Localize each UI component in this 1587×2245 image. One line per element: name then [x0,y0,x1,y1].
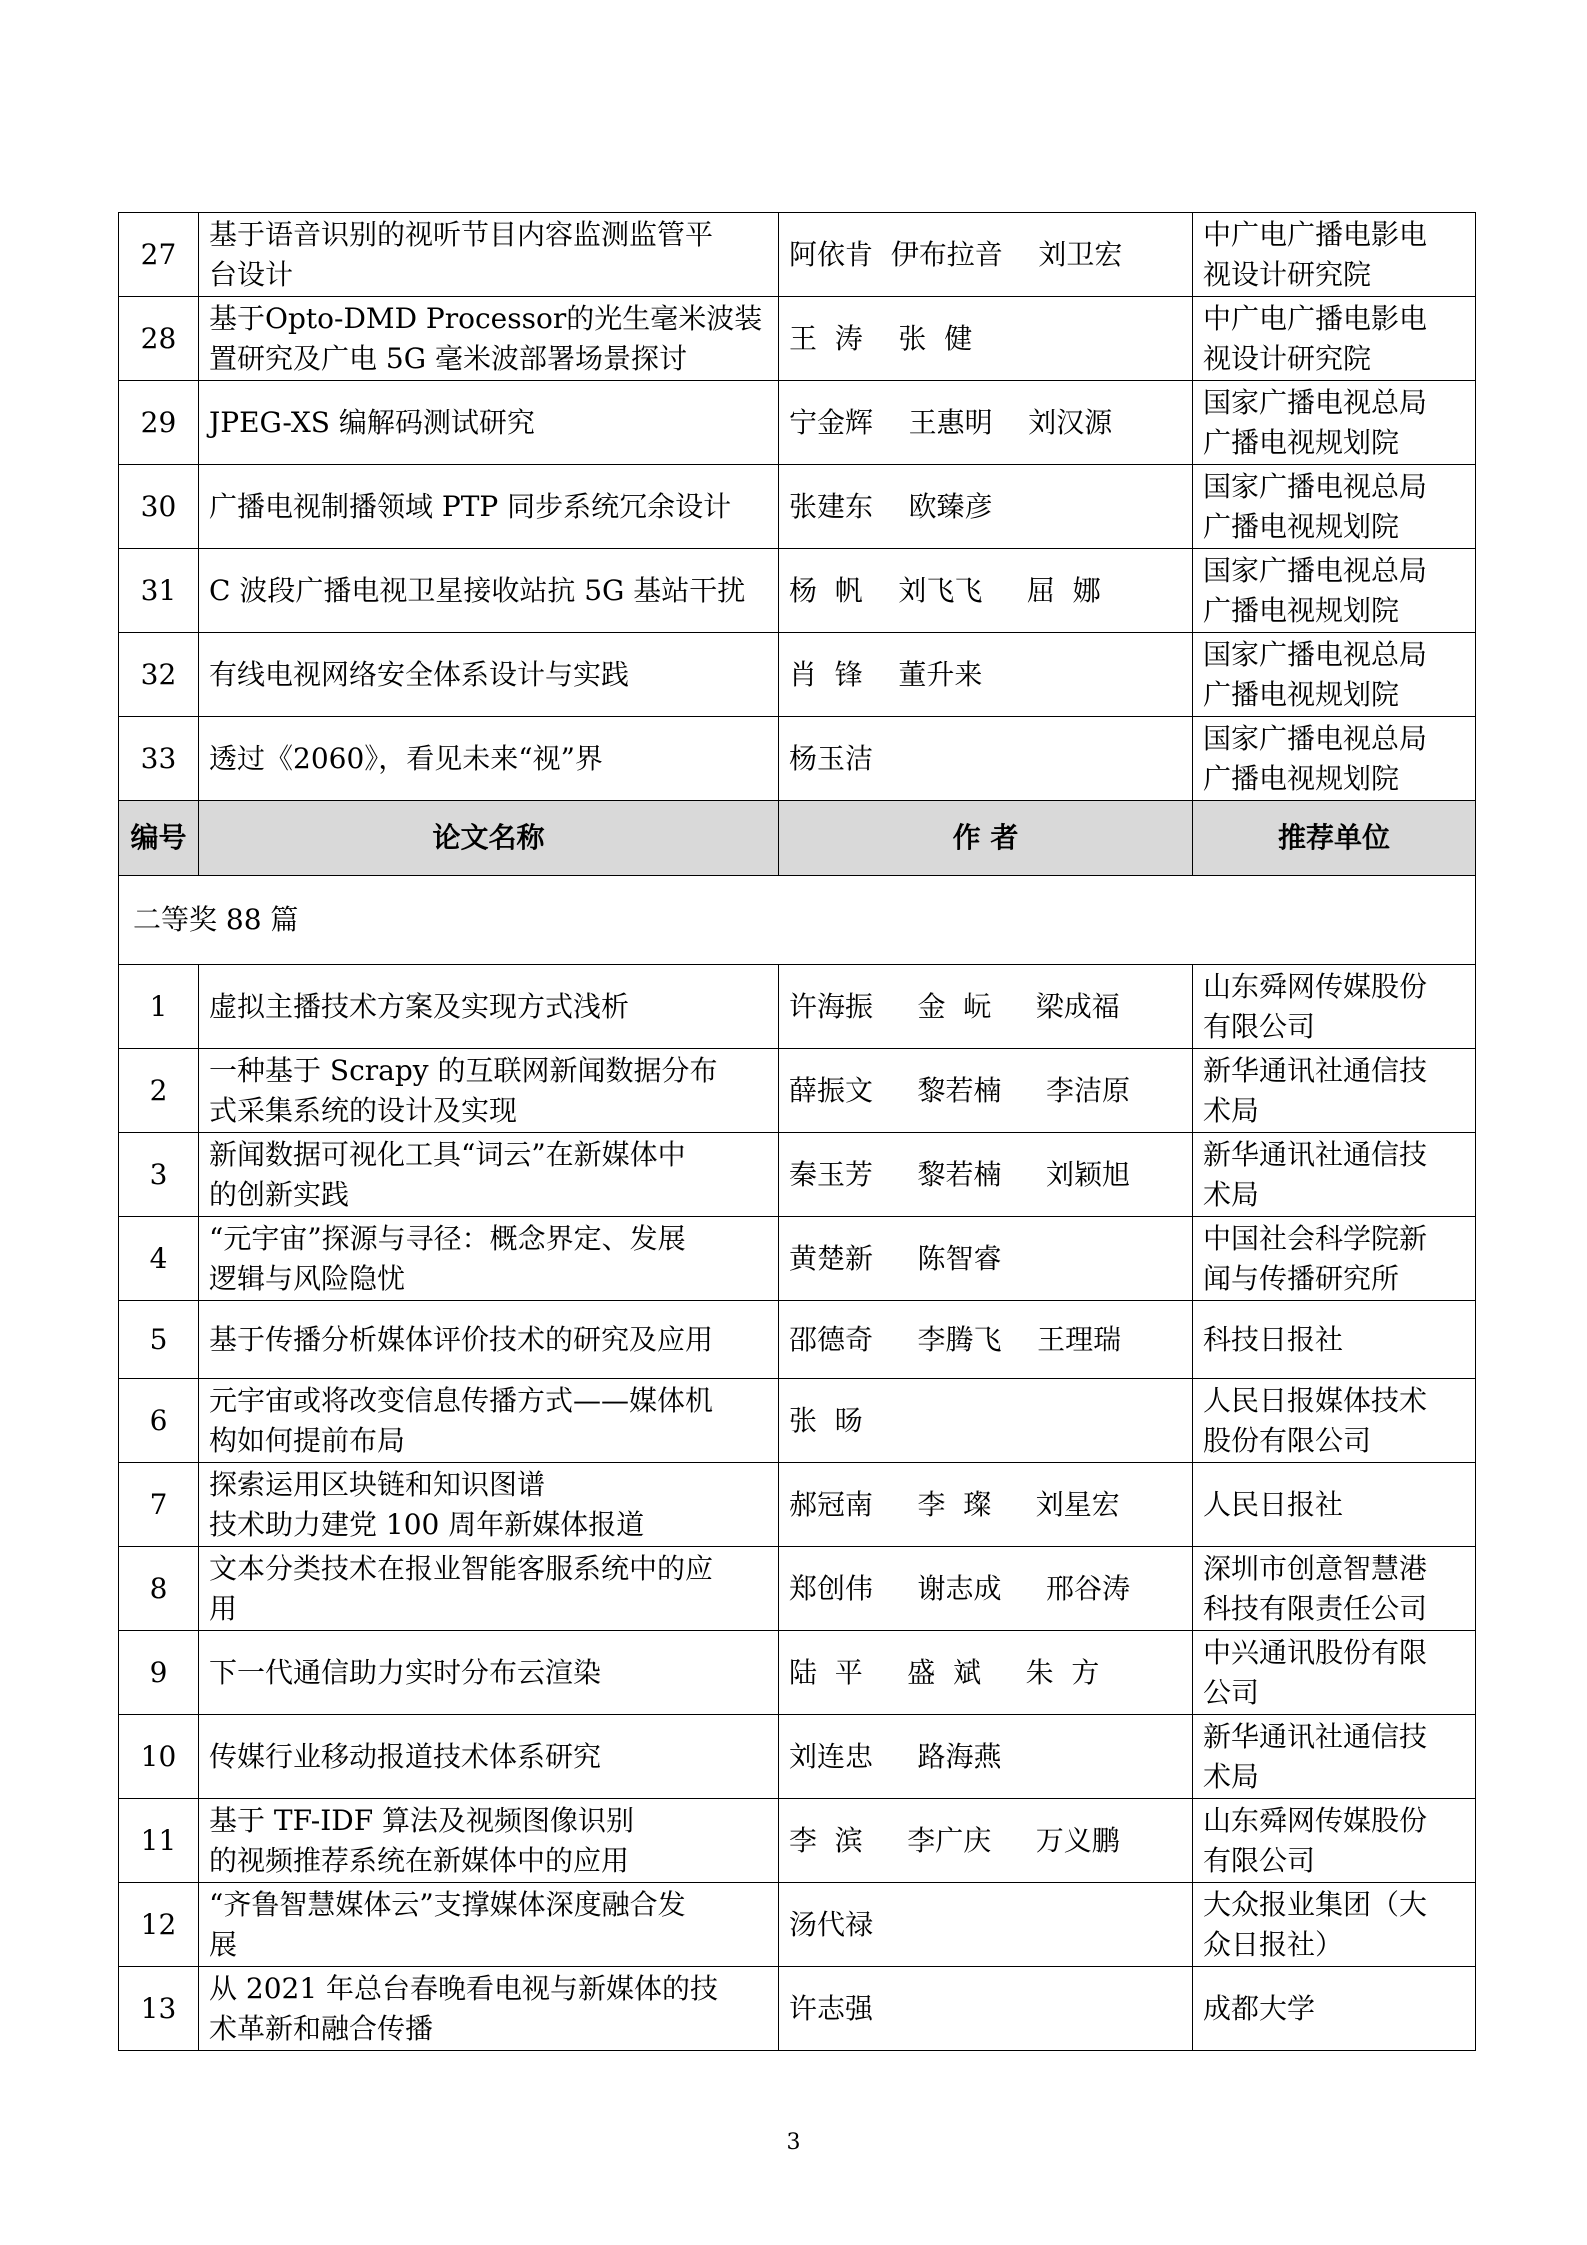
authors: 邵德奇 李腾飞 王理瑞 [779,1301,1193,1379]
paper-title-line: 基于 TF-IDF 算法及视频图像识别 [209,1803,635,1837]
recommending-unit-line: 广播电视规划院 [1203,509,1400,543]
row-number: 11 [119,1799,199,1883]
row-number: 7 [119,1463,199,1547]
paper-title-line: 置研究及广电 5G 毫米波部署场景探讨 [209,341,687,375]
paper-title-line: 下一代通信助力实时分布云渲染 [209,1655,602,1689]
recommending-unit-line: 新华通讯社通信技 [1203,1053,1428,1087]
paper-title-line: 式采集系统的设计及实现 [209,1093,518,1127]
recommending-unit-line: 成都大学 [1203,1991,1316,2025]
paper-title-line: C 波段广播电视卫星接收站抗 5G 基站干扰 [209,573,746,607]
recommending-unit-line: 山东舜网传媒股份 [1203,969,1428,1003]
table-row [119,549,1476,633]
authors: 许志强 [779,1967,1193,2051]
award-table [118,212,1476,2051]
paper-title [199,1715,779,1799]
paper-title-line: 基于Opto-DMD Processor的光生毫米波装 [209,301,763,335]
paper-title-line: 有线电视网络安全体系设计与实践 [209,657,630,691]
recommending-unit [1193,1631,1476,1715]
authors: 刘连忠 路海燕 [779,1715,1193,1799]
paper-title-line: 新闻数据可视化工具“词云”在新媒体中 [209,1137,686,1171]
recommending-unit-line: 术局 [1203,1177,1260,1211]
paper-title-line: JPEG-XS 编解码测试研究 [209,405,535,439]
recommending-unit [1193,381,1476,465]
recommending-unit [1193,549,1476,633]
header-authors: 作 者 [779,801,1193,876]
recommending-unit [1193,1715,1476,1799]
recommending-unit-line: 深圳市创意智慧港 [1203,1551,1428,1585]
paper-title [199,1967,779,2051]
paper-title-line: “元宇宙”探源与寻径：概念界定、发展 [209,1221,686,1255]
paper-title [199,633,779,717]
row-number: 33 [119,717,199,801]
authors: 秦玉芳 黎若楠 刘颖旭 [779,1133,1193,1217]
paper-title [199,1463,779,1547]
recommending-unit-line: 国家广播电视总局 [1203,469,1428,503]
recommending-unit-line: 术局 [1203,1093,1260,1127]
authors: 张 旸 [779,1379,1193,1463]
recommending-unit [1193,1301,1476,1379]
paper-title-line: 基于语音识别的视听节目内容监测监管平 [209,217,714,251]
row-number: 31 [119,549,199,633]
recommending-unit-line: 广播电视规划院 [1203,593,1400,627]
row-number: 1 [119,965,199,1049]
recommending-unit-line: 广播电视规划院 [1203,761,1400,795]
paper-title-line: 传媒行业移动报道技术体系研究 [209,1739,602,1773]
row-number: 29 [119,381,199,465]
recommending-unit-line: 众日报社） [1203,1927,1344,1961]
paper-title-line: 虚拟主播技术方案及实现方式浅析 [209,989,630,1023]
table-row [119,297,1476,381]
row-number: 32 [119,633,199,717]
paper-title-line: 广播电视制播领域 PTP 同步系统冗余设计 [209,489,732,523]
recommending-unit [1193,1883,1476,1967]
first-prize-rows [119,213,1476,801]
recommending-unit-line: 国家广播电视总局 [1203,385,1428,419]
table-row [119,1967,1476,2051]
table-row [119,1049,1476,1133]
paper-title [199,381,779,465]
authors: 郑创伟 谢志成 邢谷涛 [779,1547,1193,1631]
recommending-unit-line: 大众报业集团（大 [1203,1887,1428,1921]
authors: 李 滨 李广庆 万义鹏 [779,1799,1193,1883]
authors: 肖 锋 董升来 [779,633,1193,717]
recommending-unit-line: 人民日报社 [1203,1487,1344,1521]
authors: 阿依肯 伊布拉音 刘卫宏 [779,213,1193,297]
header-number: 编号 [119,801,199,876]
recommending-unit-line: 视设计研究院 [1203,257,1372,291]
recommending-unit [1193,1379,1476,1463]
row-number: 9 [119,1631,199,1715]
paper-title-line: 的视频推荐系统在新媒体中的应用 [209,1843,630,1877]
row-number: 13 [119,1967,199,2051]
recommending-unit-line: 科技日报社 [1203,1322,1344,1356]
row-number: 27 [119,213,199,297]
row-number: 10 [119,1715,199,1799]
recommending-unit-line: 股份有限公司 [1203,1423,1372,1457]
paper-title-line: 用 [209,1591,238,1625]
table-header-group [119,801,1476,965]
paper-title [199,297,779,381]
recommending-unit [1193,1049,1476,1133]
section-row [119,876,1476,965]
recommending-unit-line: 中广电广播电影电 [1203,217,1428,251]
row-number: 4 [119,1217,199,1301]
authors: 王 涛 张 健 [779,297,1193,381]
recommending-unit [1193,965,1476,1049]
authors: 杨玉洁 [779,717,1193,801]
recommending-unit-line: 广播电视规划院 [1203,425,1400,459]
recommending-unit-line: 有限公司 [1203,1843,1316,1877]
paper-title-line: 元宇宙或将改变信息传播方式——媒体机 [209,1383,714,1417]
row-number: 8 [119,1547,199,1631]
recommending-unit-line: 闻与传播研究所 [1203,1261,1400,1295]
recommending-unit [1193,633,1476,717]
authors: 陆 平 盛 斌 朱 方 [779,1631,1193,1715]
recommending-unit-line: 国家广播电视总局 [1203,637,1428,671]
row-number: 28 [119,297,199,381]
row-number: 6 [119,1379,199,1463]
recommending-unit-line: 山东舜网传媒股份 [1203,1803,1428,1837]
header-unit: 推荐单位 [1193,801,1476,876]
paper-title-line: 探索运用区块链和知识图谱 [209,1467,546,1501]
recommending-unit [1193,1217,1476,1301]
paper-title-line: “齐鲁智慧媒体云”支撑媒体深度融合发 [209,1887,686,1921]
recommending-unit [1193,465,1476,549]
paper-title [199,1379,779,1463]
table-row [119,1379,1476,1463]
second-prize-rows [119,965,1476,2051]
authors: 许海振 金 岏 梁成福 [779,965,1193,1049]
table-row [119,1799,1476,1883]
recommending-unit-line: 中国社会科学院新 [1203,1221,1428,1255]
recommending-unit [1193,1133,1476,1217]
paper-title [199,1133,779,1217]
paper-title [199,717,779,801]
paper-title [199,465,779,549]
recommending-unit [1193,213,1476,297]
authors: 宁金辉 王惠明 刘汉源 [779,381,1193,465]
paper-title [199,1547,779,1631]
authors: 张建东 欧臻彦 [779,465,1193,549]
paper-title [199,1049,779,1133]
recommending-unit-line: 国家广播电视总局 [1203,721,1428,755]
paper-title [199,1301,779,1379]
paper-title [199,965,779,1049]
recommending-unit-line: 广播电视规划院 [1203,677,1400,711]
recommending-unit [1193,717,1476,801]
table-row [119,213,1476,297]
authors: 薛振文 黎若楠 李洁原 [779,1049,1193,1133]
paper-title-line: 构如何提前布局 [209,1423,406,1457]
recommending-unit [1193,1547,1476,1631]
paper-title [199,1799,779,1883]
recommending-unit [1193,1799,1476,1883]
paper-title [199,213,779,297]
recommending-unit [1193,1463,1476,1547]
recommending-unit-line: 中广电广播电影电 [1203,301,1428,335]
table-row [119,465,1476,549]
row-number: 3 [119,1133,199,1217]
recommending-unit-line: 有限公司 [1203,1009,1316,1043]
paper-title [199,1217,779,1301]
paper-title-line: 从 2021 年总台春晚看电视与新媒体的技 [209,1971,719,2005]
row-number: 5 [119,1301,199,1379]
table-row [119,1217,1476,1301]
paper-title [199,1883,779,1967]
table-row [119,965,1476,1049]
paper-title-line: 一种基于 Scrapy 的互联网新闻数据分布 [209,1053,718,1087]
table-row [119,1631,1476,1715]
paper-title-line: 的创新实践 [209,1177,350,1211]
paper-title-line: 台设计 [209,257,294,291]
recommending-unit [1193,1967,1476,2051]
recommending-unit-line: 科技有限责任公司 [1203,1591,1428,1625]
paper-title [199,549,779,633]
row-number: 30 [119,465,199,549]
paper-title-line: 术革新和融合传播 [209,2011,434,2045]
table-row [119,633,1476,717]
table-row [119,1133,1476,1217]
header-title: 论文名称 [199,801,779,876]
authors: 汤代禄 [779,1883,1193,1967]
recommending-unit-line: 人民日报媒体技术 [1203,1383,1428,1417]
paper-title-line: 逻辑与风险隐忧 [209,1261,406,1295]
table-row [119,717,1476,801]
authors: 黄楚新 陈智睿 [779,1217,1193,1301]
recommending-unit-line: 新华通讯社通信技 [1203,1137,1428,1171]
page-number: 3 [786,2130,801,2155]
authors: 杨 帆 刘飞飞 屈 娜 [779,549,1193,633]
paper-title [199,1631,779,1715]
paper-title-line: 文本分类技术在报业智能客服系统中的应 [209,1551,714,1585]
recommending-unit [1193,297,1476,381]
recommending-unit-line: 新华通讯社通信技 [1203,1719,1428,1753]
paper-title-line: 展 [209,1927,238,1961]
recommending-unit-line: 中兴通讯股份有限 [1203,1635,1428,1669]
recommending-unit-line: 国家广播电视总局 [1203,553,1428,587]
row-number: 2 [119,1049,199,1133]
table-row [119,1715,1476,1799]
row-number: 12 [119,1883,199,1967]
section-label: 二等奖 88 篇 [119,876,1476,965]
paper-title-line: 透过《2060》，看见未来“视”界 [209,741,603,775]
table-row [119,1547,1476,1631]
award-table-container [118,212,1475,2051]
recommending-unit-line: 公司 [1203,1675,1260,1709]
table-header-row [119,801,1476,876]
authors: 郝冠南 李 璨 刘星宏 [779,1463,1193,1547]
table-row [119,381,1476,465]
table-row [119,1883,1476,1967]
recommending-unit-line: 视设计研究院 [1203,341,1372,375]
table-row [119,1301,1476,1379]
paper-title-line: 基于传播分析媒体评价技术的研究及应用 [209,1322,714,1356]
recommending-unit-line: 术局 [1203,1759,1260,1793]
table-row [119,1463,1476,1547]
paper-title-line: 技术助力建党 100 周年新媒体报道 [209,1507,645,1541]
